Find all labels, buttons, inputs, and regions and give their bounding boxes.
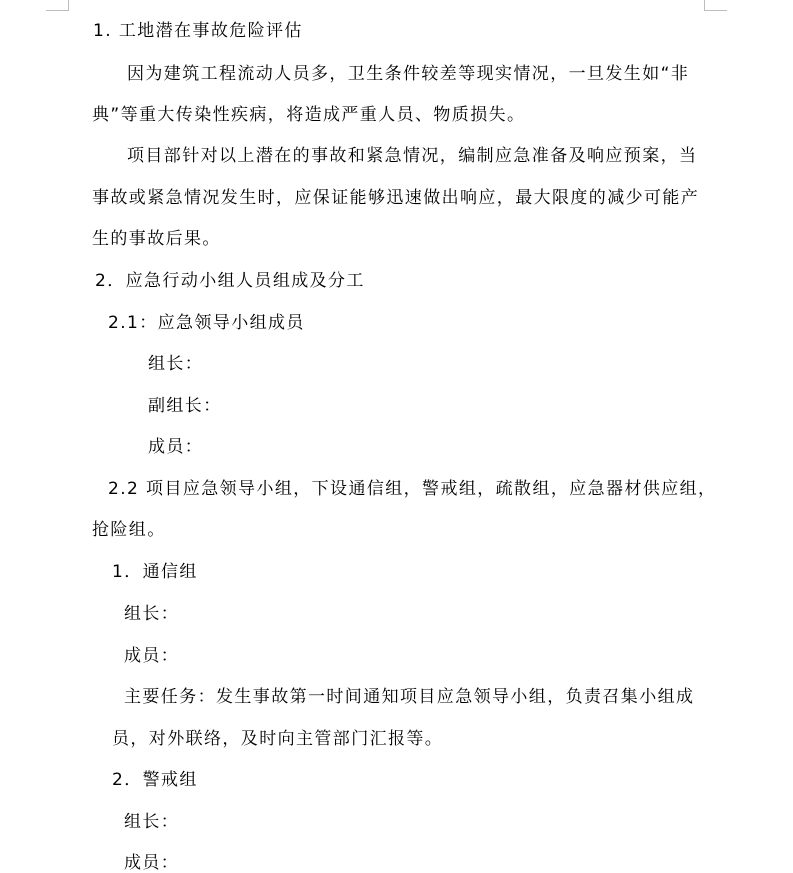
field-members: 成员：: [124, 853, 180, 873]
paragraph-line: 事故或紧急情况发生时，应保证能够迅速做出响应，最大限度的减少可能产: [92, 188, 700, 208]
field-members: 成员：: [124, 646, 180, 666]
subheading-security-group: 2．警戒组: [112, 770, 198, 790]
paragraph-line: 项目部针对以上潜在的事故和紧急情况，编制应急准备及响应预案，当: [127, 146, 698, 166]
paragraph-line: 主要任务：发生事故第一时间通知项目应急领导小组，负责召集小组成: [124, 687, 695, 707]
field-leader: 组长：: [124, 604, 180, 624]
page-corner-mark-left: [46, 0, 69, 11]
paragraph-line: 员，对外联络，及时向主管部门汇报等。: [112, 729, 444, 749]
subheading-communication-group: 1．通信组: [112, 562, 198, 582]
paragraph-line: 抢险组。: [92, 520, 166, 540]
subheading-leadership-team: 2.1：应急领导小组成员: [108, 313, 305, 333]
field-deputy-leader: 副组长：: [148, 396, 222, 416]
paragraph-line: 2.2 项目应急领导小组，下设通信组，警戒组，疏散组，应急器材供应组，: [108, 479, 717, 499]
page-corner-mark-right: [704, 0, 727, 11]
paragraph-line: 因为建筑工程流动人员多，卫生条件较差等现实情况，一旦发生如“非: [127, 64, 690, 84]
paragraph-line: 典”等重大传染性疾病，将造成严重人员、物质损失。: [92, 105, 526, 125]
heading-risk-assessment: 1. 工地潜在事故危险评估: [93, 21, 303, 41]
field-leader: 组长：: [148, 354, 204, 374]
heading-team-composition: 2．应急行动小组人员组成及分工: [95, 271, 365, 291]
field-leader: 组长：: [124, 812, 180, 832]
field-members: 成员：: [148, 437, 204, 457]
paragraph-line: 生的事故后果。: [92, 229, 221, 249]
